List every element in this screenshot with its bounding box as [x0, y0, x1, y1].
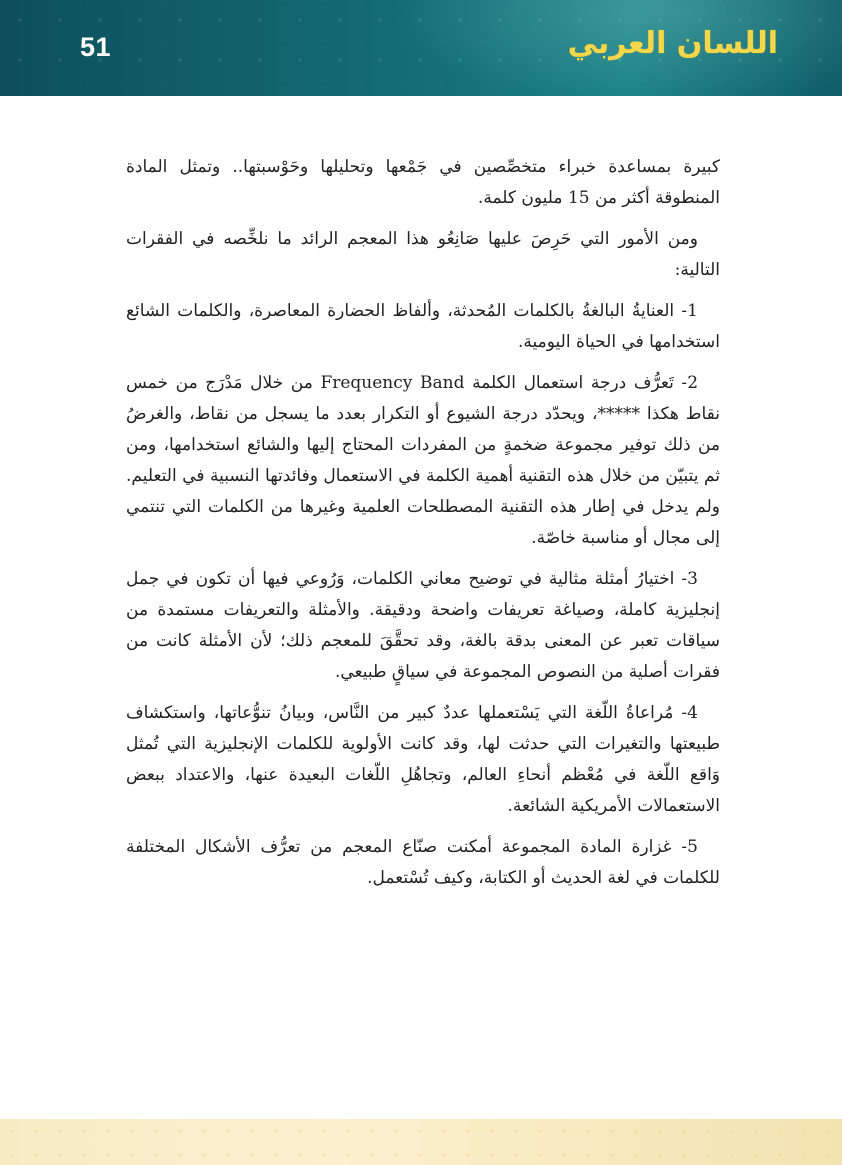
page-number: 51	[80, 32, 112, 62]
paragraph-item-1: 1- العنايةُ البالغةُ بالكلمات المُحدثة، وألفاظ الحضارة المعاصرة، والكلمات الشائع استخدامها في الحياة اليومية.	[126, 301, 720, 352]
paragraph-intro-continuation: كبيرة بمساعدة خبراء متخصِّصين في جَمْعها وتحليلها وحَوْسبتها.. وتمثل المادة المنطوقة أكثر من 15 مليون كلمة.	[126, 157, 720, 208]
magazine-logo: اللسان العربي	[567, 26, 778, 61]
paragraph-item-3: 3- اختيارُ أمثلة مثالية في توضيح معاني الكلمات، وَرُوعي فيها أن تكون في جمل إنجليزية كاملة، وصياغة تعريفات واضحة ودقيقة. والأمثلة والتعريفات مستمدة من سياقات تعبر عن المعنى بدقة بالغة، وقد تحقَّقَ للمعجم ذلك؛ لأن الأمثلة كانت من فقرات أصلية من النصوص المجموعة في سياقٍ طبيعي.	[126, 569, 720, 682]
paragraph-intro-list: ومن الأمور التي حَرِصَ عليها صَانِعُو هذا المعجم الرائد ما نلخِّصه في الفقرات التالية:	[126, 229, 720, 280]
paragraph-item-4: 4- مُراعاةُ اللّغة التي يَسْتعملها عددٌ كبير من النَّاس، وبيانُ تنوُّعاتها، واستكشاف طبيعتها والتغيرات التي حدثت لها، وقد كانت الأولوية للكلمات الإنجليزية التي تُمثل وَاقع اللّغة في مُعْظم أنحاءِ العالم، وتجاهُلِ اللّغات البعيدة عنها، والاعتداد ببعض الاستعمالات الأمريكية الشائعة.	[126, 703, 720, 816]
paragraph-item-2: 2- تَعرُّف درجة استعمال الكلمة Frequency Band من خلال مَدْرَج من خمس نقاط هكذا *****، ويحدّد درجة الشيوع أو التكرار بعدد ما يسجل من نقاط، والغرضُ من ذلك توفير مجموعة ضخمةٍ من المفردات المحتاج إليها والشائع استخدامها، ومن ثم يتبيّن من خلال هذه التقنية أهمية الكلمة في الاستعمال وفائدتها النسبية في التعليم. ولم يدخل في إطار هذه التقنية المصطلحات العلمية وغيرها من الكلمات التي تنتمي إلى مجال أو مناسبة خاصّة.	[126, 373, 720, 548]
paragraph-item-5: 5- غزارة المادة المجموعة أمكنت صنّاع المعجم من تعرُّف الأشكال المختلفة للكلمات في لغة الحديث أو الكتابة، وكيف تُسْتعمل.	[126, 837, 720, 888]
footer-pattern	[0, 1119, 842, 1165]
page-footer-band	[0, 1119, 842, 1165]
article-body	[126, 152, 720, 904]
page-header	[0, 0, 842, 96]
